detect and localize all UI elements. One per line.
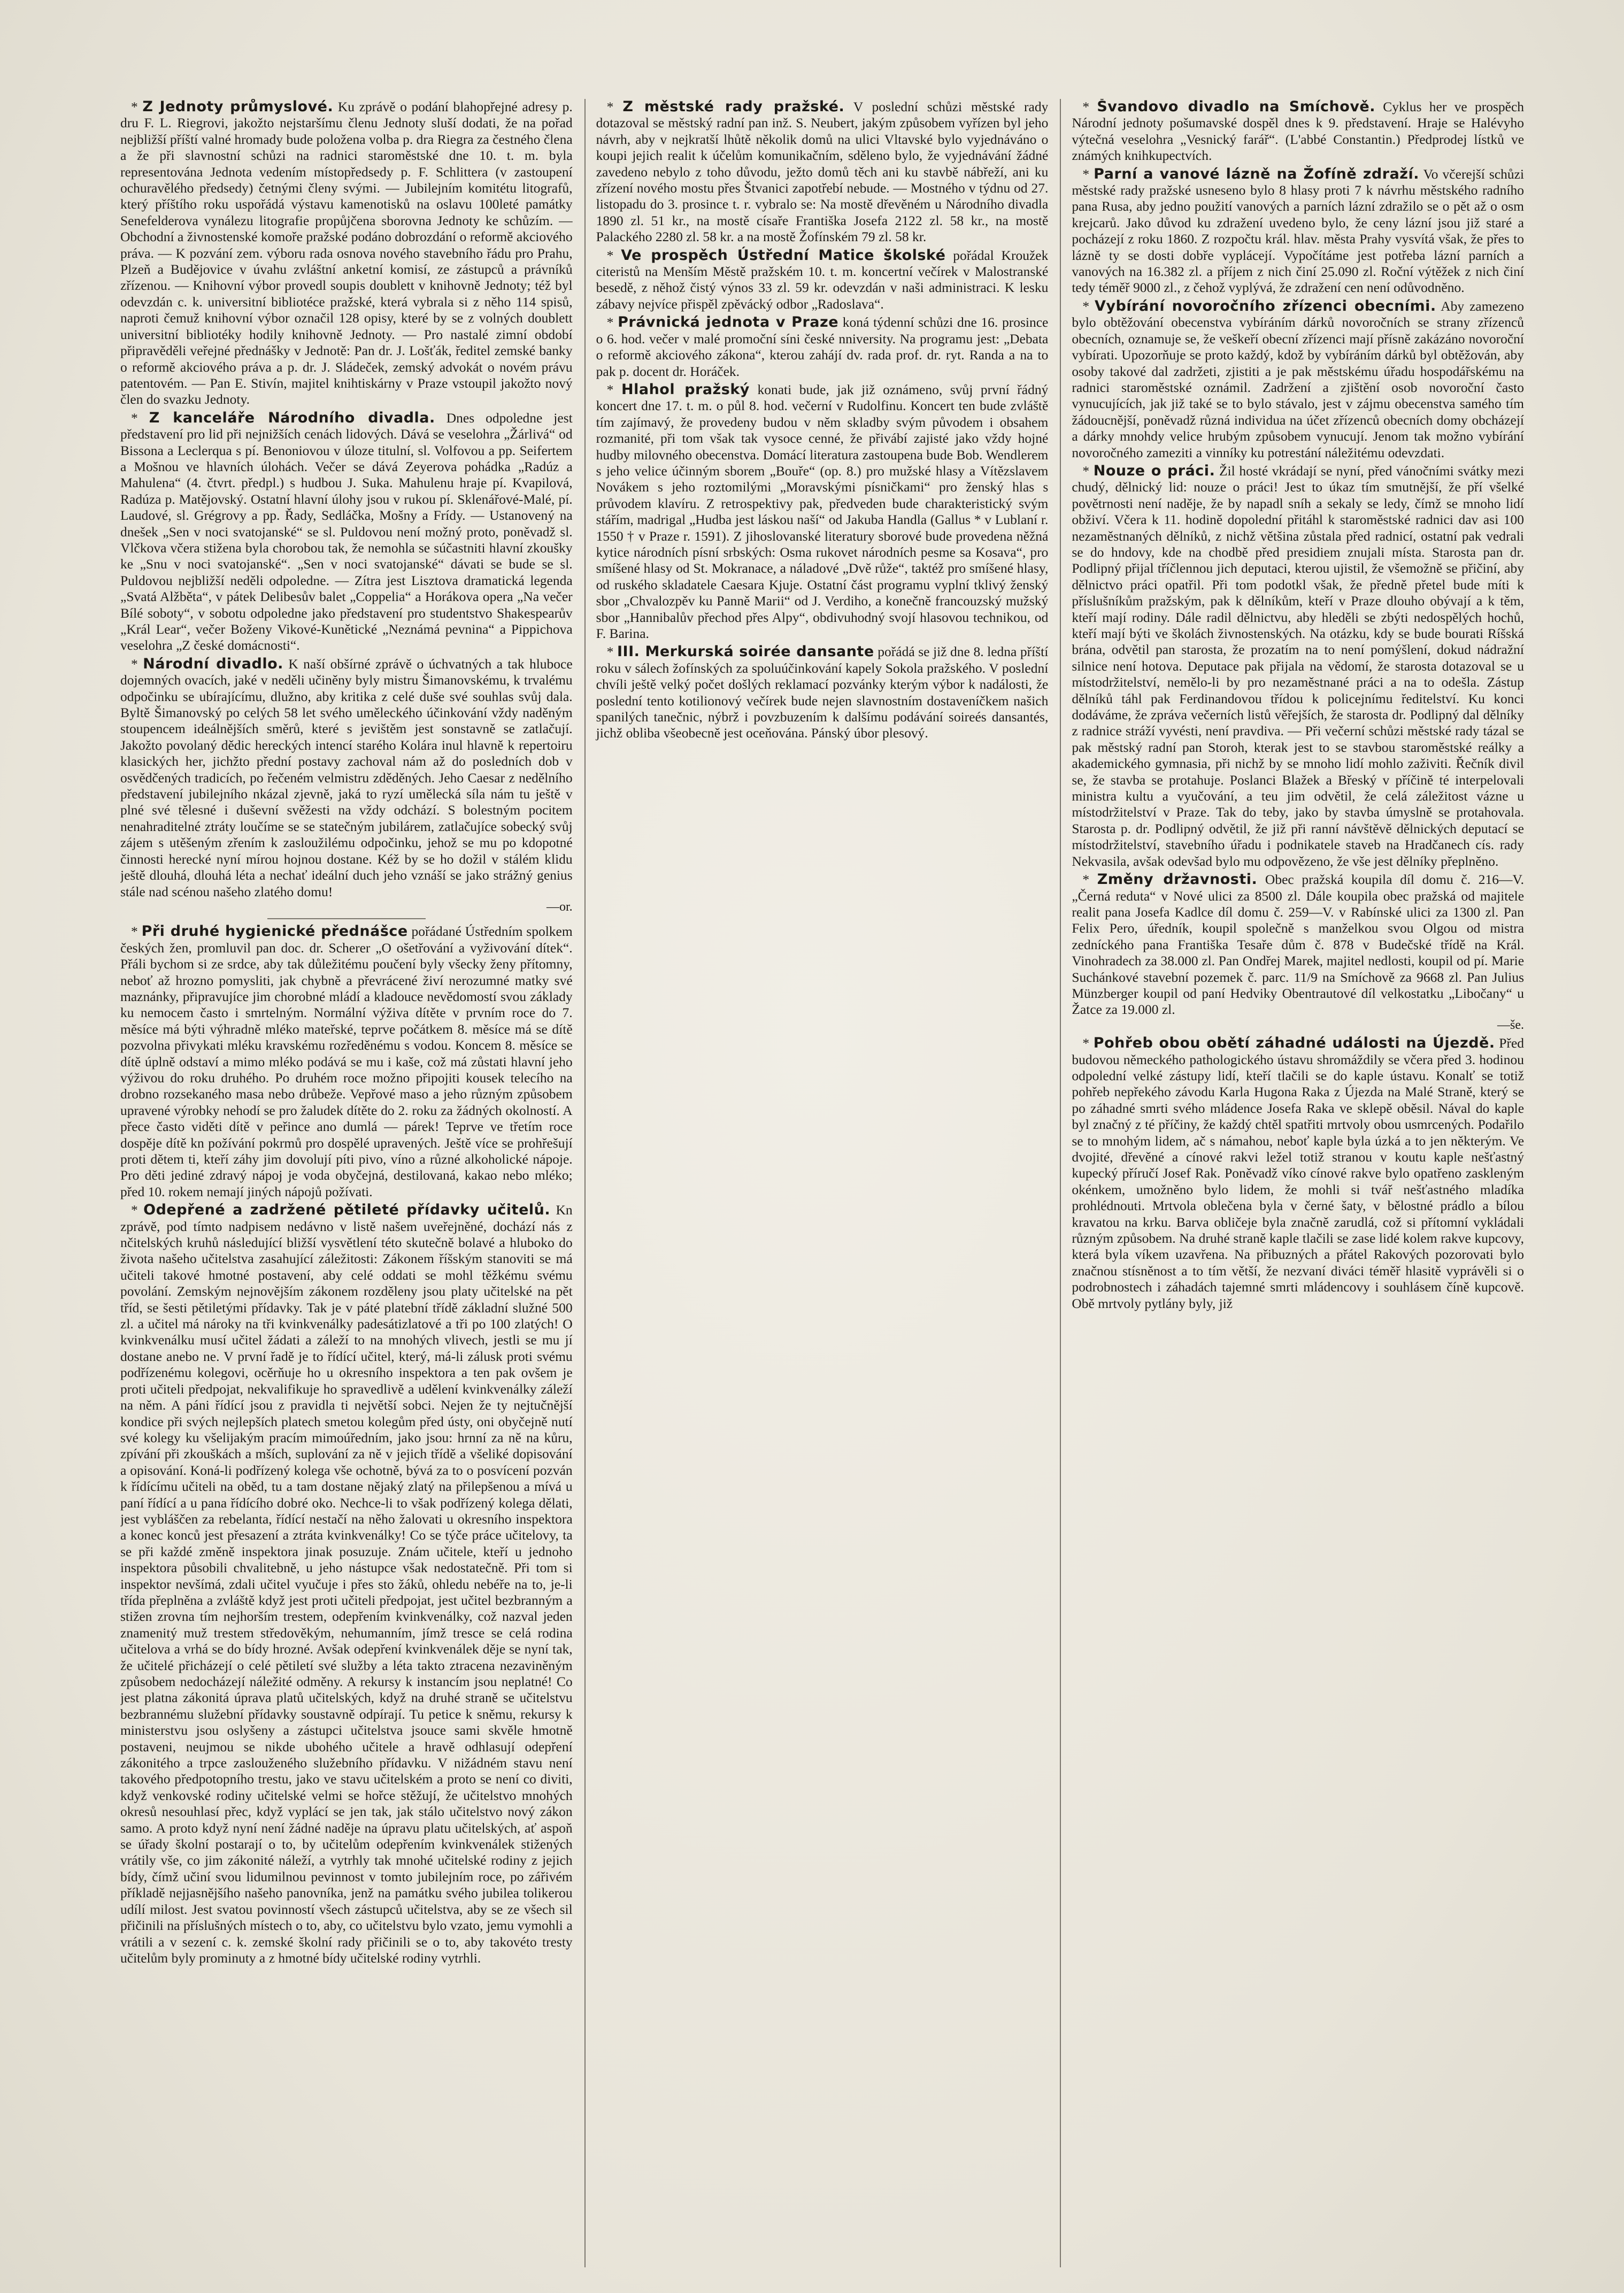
- article-heading: Z městské rady pražské.: [622, 99, 845, 115]
- article-pridavky-ucitelu: * Odepřené a zadržené pětileté přídavky učitelů. Kn zprávě, pod tímto nadpisem nedávno v listě našem uveřejněné, dochází nás z nčitelských kruhů následující bližší vysvětlení této skutečně bolavé a hluboko do života našeho učitelstva zasahující záležitosti: Zákonem říšským stanoviti se má učiteli takové hmotné postavení, aby celé oddati se mohl těžkému svému povolání. Zemským nejnovějším zákonem rozděleny jsou platy učitelské na pět tříd, se šesti pětiletými přídavky. Tak je v páté platební třídě základní služné 500 zl. a učitel má nároky na tři kvinkvenálky padesátizlatové a tři po 100 zlatých! O kvinkvenálku musí učitel žádati a záleží to na mnohých vlivech, jestli se mu jí dostane anebo ne. V první řadě je to řídící učitel, který, má-li zálusk proti svému podřízenému kolegovi, ocěrňuje ho u okresního inspektora a ten pak ovšem je proti učiteli předpojat, nekvalifikuje ho spravedlivě a udělení kvinkvenálky záleží na něm. A páni řídící jsou z pravidla ti největší sobci. Nejen že ty nejtučnější kondice při svých nejlepších platech smetou kolegům před ústy, oni obyčejně nutí své kolegy ku všelijakým pracím mimoúředním, jako jsou: hrnní za ně na kůru, zpívání při zkouškách a mších, suplování za ně v jejich třídě a všeliké dopisování a opisování. Koná-li podřízený kolega vše ochotně, bývá za to o posvícení pozván k řídícímu učiteli na oběd, tu a tam dostane nějaký zlatý na přilepšenou a mívá u paní řídící a u pana řídícího dobré oko. Nechce-li to však podřízený kolega dělati, jest vybláščen za rebelanta, řídící nestačí na něho žalovati u okresního inspektora a konec konců jest přesazení a ztráta kvinkvenálky! Co se týče práce učitelovy, ta se při každé změně inspektora jinak posuzuje. Znám učitele, kteří u jednoho inspektora působili chvalitebně, u jeho nástupce však nedostatečně. Při tom si inspektor nevšímá, zdali učitel vyučuje i přes sto žáků, ohledu nebéře na to, je-li třída přeplněna a zvláště když jest proti učiteli předpojat, jest učitel bezbranným a stižen zrovna tím nejhorším trestem, odepřením kvinkvenálky, což nazval jeden znamenitý muž trestem středověkým, nehumanním, jímž tresce se celá rodina učitelova a vrhá se do bídy hrozné. Avšak odepření kvinkvenálek děje se nyní tak, že učitelé přicházejí o celé pětiletí své služby a léta takto ztracena nezaviněným způsobem nedocházejí náležité odměny. A rekursy k instancím jsou neplatné! Co jest platna zákonitá úprava platů učitelských, když na druhé straně se učitelstvu bezbrannému služební přídavky soustavně odpírají. Tu petice k sněmu, rekursy k ministerstvu jsou oslyšeny a zástupci učitelstva jsouce sami skvěle hmotně postaveni, neujmou se nikde ubohého učitele a hravě odhlasují odepření zákonitého a trpce zaslouženého služebního přídavku. V nižádném stavu není takového předpotopního trestu, jako ve stavu učitelském a proto se není co diviti, když venkovské rodiny učitelské velmi se hořce stěžují, že učitelstvo mnohých okresů nesouhlasí přec, když vyplácí se jen tak, jak stálo učitelstvo nový zákon samo. A proto když nyní není žádné naděje na úpravu platu učitelských, ať aspoň se úřady školní postarají o to, by učitelům odepřením kvinkvenálek stižených vrátily vše, co jim zákonité náleží, a vytrhly tak mnohé učitelské rodiny z jejich bídy, čímž učiní svou lidumilnou pevinnost v tomto jubilejním roce, po zářivém příkladě nejjasnějšího našeho panovníka, jenž na památku svého jubilea tolikerou udílí milost. Jest svatou povinností všech zástupců učitelstva, aby se ze všech sil přičinili na příslušných místech o to, aby, co učitelstvu bylo vzato, jemu vymohli a vrátili a v sezení c. k. zemské školní rady přičinili se o to, aby takovéto tresty učitelům byly prominuty a z hmotné bídy učitelské rodiny vytrhli.: [120, 1202, 573, 1966]
- article-zmeny-drzavnosti: * Změny državnosti. Obec pražská koupila díl domu č. 216—V. „Černá reduta“ v Nové ulici za 8500 zl. Dále koupila obec pražská od majitele realit pana Josefa Kadlce díl domu č. 259—V. v Rabínské ulici za 1300 zl. Pan Felix Pero, úředník, koupil společně s manželkou svou Olgou od mistra zedníckého pana Františka Tesaře dům č. 878 v Budečské třídě na Král. Vinohradech za 38.000 zl. Pan Ondřej Marek, majitel nedlosti, koupil od pí. Marie Suchánkové stavební pozemek č. parc. 11/9 na Smíchově za 9668 zl. Pan Julius Münzberger koupil od paní Hedviky Obentrautové díl velkostatku „Libočany“ u Žatce za 19.000 zl. —še.: [1072, 872, 1524, 1033]
- article-vybirani-novorocniho: * Vybírání novoročního zřízenci obecními. Aby zamezeno bylo obtěžování obecenstva vybíráním dárků novoročních se strany zřízenců obecních, oznamuje se, že veškeří obecní zřízenci mají přísně zakázáno novoroční vybírati. Upozorňuje se proto každý, kdož by vybíráním dárků byl obtěžován, aby osoby takové dal zadržeti, zjistiti a je pak městskému úřadu hospodářskému na radnici staroměstské oznámil. Zadržení a zjištění osob novoroční často vynucujících, jak již také se to bylo stávalo, jest v zájmu obecenstva samého tím žádoucnější, poněvadž různá individua na účet zřízenců obecních domy obcházejí a dárky mnohdy velice hrubým způsobem vynucují. Jenom tak možno vybírání novoročného zameziti a vinníky ku potrestání náležitému odevzdati.: [1072, 297, 1525, 460]
- article-heading: Národní divadlo.: [143, 655, 283, 672]
- article-text: pořádal Kroužek citeristů na Menším Městě pražském 10. t. m. koncertní večírek v Malostranské besedě, z něhož čistý výnos 33 zl. 59 kr. odevzdán v naši administraci. K lesku zábavy nejvíce přispěl zpěvácký odbor „Radoslava“.: [596, 247, 1049, 312]
- article-hygienicka-prednaska: * Při druhé hygienické přednášce pořádané Ústředním spolkem českých žen, promluvil pan doc. dr. Scherer „O ošetřování a vyživování dítek“. Přáli bychom si ze srdce, aby tak důležitému poučení byly všecky ženy přítomny, neboť až hrozno pomysliti, jak chybně a převrácené živí nerozumné matky své maznánky, připravujíce jim chorobné mládí a kladouce nevědomostí svou základy ku nemocem často i smrtelným. Normální výživa dítěte v prvním roce do 7. měsíce má býti výhradně mléko mateřské, teprve počátkem 8. měsíce má se dítě pozvolna přivykati mléku kravskému rozředěnému s vodou. Koncem 8. měsíce se dítě úplně odstaví a mimo mléko podává se mu i kaše, což má zůstati hlavní jeho výživou do roku druhého. Po druhém roce možno připojiti kousek telecího na drobno rozsekaného masa nebo drůbeže. Vepřové maso a jeho různým způsobem upravené výrobky nehodí se pro žaludek dítěte do 2. roku za žádných okolností. A přece často viděti dítě v peřince ano dumlá — párek! Teprve ve třetím roce dospěje dítě kn požívání pokrmů pro dospělé upravených. Ještě více se prohřešují proti dětem ti, kteří záhy jim dovolují píti pivo, víno a různé alkoholické nápoje. Pro děti jediné zdravý nápoj je voda obyčejná, destilovaná, kakao nebo mléko; před 10. rokem nemají jiných nápojů požívati.: [120, 923, 573, 1199]
- article-pravnicka-jednota: * Právnická jednota v Praze koná týdenní schůzi dne 16. prosince o 6. hod. večer v malé promoční síni české nniversity. Na programu jest: „Debata o reformě akciového zákona“, kterou zahájí dv. rada prof. dr. ryt. Randa a na to pak p. docent dr. Horáček.: [596, 314, 1049, 379]
- article-heading: Vybírání novoročního zřízenci obecními.: [1095, 297, 1436, 314]
- article-text: Před budovou německého pathologického ústavu shromáždily se včera před 3. hodinou odpolední velké zástupy lidí, kteří tlačili se do kaple ústavu. Konalť se totiž pohřeb nepřekého závodu Karla Hugona Raka z Újezda na Malé Straně, který se po záhadné smrti svého mládence Josefa Raka ve sklepě oběsil. Nával do kaple byl značný z té příčiny, že každý chtěl spatřiti mrtvoly obou usmrcených. Podařilo se to mnohým lidem, ač s námahou, neboť kaple byla úzká a to jen některým. Ve dvojité, dřevěné a cínové rakvi ležel totiž stranou v koutu kaple nešťastný kupecký příručí Josef Rak. Poněvadž víko cínové rakve bylo opatřeno zaskleným okénkem, umožněno bylo lidem, že mohli si tvář nešťastného mladíka prohlédnouti. Mrtvola oblečena byla v černé šaty, v bělostné prádlo a bílou kravatou na krku. Barva obličeje byla značně zarudlá, což si přítomní vykládali různým způsobem. Na druhé straně kaple tlačili se zase lidé kolem rakve kupcovy, která byla víkem uzavřena. Na přibuzných a přátel Rakových pozorovati bylo značnou stísněnost a to tím větší, že nezvaní diváci téměř hlasitě vyprávěli si o podrobnostech i záhadách tajemné smrti mládencovy i souhlásem číně kupcově. Obě mrtvoly pytlány byly, již: [1072, 1035, 1525, 1311]
- article-text: K naší obšírné zprávě o úchvatných a tak hluboce dojemných ovacích, jaké v neděli učiněny byly mistru Šimanovskému, k trvalému odpočinku se ubírajícímu, dlužno, aby kritika z celé duše své souhlas svůj dala. Byltě Šimanovský po celých 58 let svého uměleckého účinkování vždy naděným stoupencem ideálnějších směrů, které s jevištěm jest sonstavně se zatlačují. Jakožto povolaný dědic hereckých intencí starého Kolára inul hlavně k repertoiru klasických her, jichžto přední postavy zachoval nám až do posledních dob v osvědčených tradicích, po řečeném velmistru zděděných. Jeho Caesar z nedělního představení jubilejního nkázal zjevně, jaká to ryzí umělecká síla nám tu ještě v plné své tělesné i duševní svěžesti na vždy odchází. S bolestným pocitem nenahraditelné ztráty loučíme se se statečným jubilárem, zatlačujíce sobecký svůj zájem s utěšeným zřením k zasloužilému odpočinku, jehož se mu po kdopotné činnosti herecké nyní mírou hojnou dostane. Kéž by se ho dožil v stálém klidu ještě dlouhá, dlouhá léta a nechať ideální duch jeho vznáší se jako strážný genius stále nad scénou našeho zlatého domu!: [120, 656, 573, 899]
- article-text: Cyklus her ve prospěch Národní jednoty pošumavské dospěl dnes k 9. představení. Hraje se Halévyho výtečná veselohra „Vesnický farář“. (L'abbé Constantin.) Předprodej lístků ve známých knihkupectvích.: [1072, 99, 1525, 164]
- text-columns: [120, 99, 1524, 2267]
- article-text: konati bude, jak již oznámeno, svůj první řádný koncert dne 17. t. m. o půl 8. hod. večerní v Rudolfinu. Koncert ten bude zvláště tím zajímavý, že provedeny budou v něm skladby svým původem i obsahem rozmanité, při tom však tak vysoce cenné, že přivábí zajisté jako vždy hojné hudby milovného obecenstva. Domácí literatura zastoupena bude Bob. Wendlerem s jeho velice účinným sborem „Bouře“ (op. 8.) pro mužské hlasy a Vítězslavem Novákem s jeho roztomilými „Moravskými písničkami“ pro ženský hlas s průvodem klavíru. Z retrospektivy pak, předveden bude charakteristický svým stářím, madrigal „Hudba jest láskou naší“ od Jakuba Handla (Gallus * v Lublaní r. 1550 † v Praze r. 1591). Z jihoslovanské literatury sborové bude provedena něžná kytice národních písní srbských: Osma rukovet národních pesme sa Kosava“, pro smíšené hlasy od St. Mokranace, a náladové „Dvě růže“, taktéž pro smíšené hlasy, od ruského skladatele Caesara Kjuje. Ostatní část programu vyplní tklivý ženský sbor „Chvalozpěv ku Panně Marii“ od J. Verdiho, a konečně francouzský mužský sbor „Hannibalův přechod přes Alpy“, obdivuhodný svojí hlasovou technikou, od F. Barina.: [596, 381, 1049, 641]
- article-heading: Pohřeb obou obětí záhadné události na Újezdě.: [1093, 1035, 1495, 1052]
- article-parni-lazne: * Parní a vanové lázně na Žofíně zdraží. Vo včerejší schůzi městské rady pražské usneseno bylo 8 hlasy proti 7 k návrhu městského radního pana Rusa, aby jedno použití vanových a parních lázní zdražilo se o pět až o osm krejcarů. Jako důvod ku zdražení uvedeno bylo, že ceny lázní jsou již staré a pocházejí z roku 1860. Z rozpočtu král. hlav. města Prahy vysvítá však, že přes to lázně ty se dosti dobře vyplácejí. Vypočítáme jest potřeba lázní parních a vanových na 16.382 zl. a příjem z nich činí 25.090 zl. Roční výtěžek z nich činí tedy téměř 9000 zl., z čehož vyplývá, že zdražení cen není odůvodněno.: [1072, 165, 1525, 296]
- article-merkurska-soiree: * III. Merkurská soirée dansante pořádá se již dne 8. ledna příští roku v sálech žofínských za spoluúčinkování kapely Sokola pražského. V poslední chvíli ještě velký počet došlých reklamací pozvánky kterým výbor k nadálosti, že poslední tento kotilionový večírek bude nejen slavnostním dostaveníčkem našich spanilých tanečnic, nýbrž i povzbuzením k dalšímu podávání soireés dansantés, jichž obliba všeobecně jest oceňována. Pánský úbor plesový.: [596, 643, 1049, 741]
- article-text: Žil hosté vkrádají se nyní, před vánočními svátky mezi chudý, dělnický lid: nouze o práci! Jest to úkaz tím smutnější, že pří všelké povětrnosti není naděje, že by napadl sníh a sekaly se ledy, čímž se mnoho lidí obživí. Včera k 11. hodině dopolední přitáhl k staroměstské radnici dav asi 100 nezaměstnaných dělníků, z nichž většina zůstala před radnicí, ostatní pak vedrali se do hndovy, kde na chodbě před presidiem znujali místa. Starosta pan dr. Podlipný přijal tříčlennou jich deputaci, kterou ujistil, že všemožně se přičiní, aby dělnictvo práci opatřil. Při tom podotkl však, že předně přetel bude míti k příslušníkům pražským, pak k dělníkům, kteří v Praze dlouho obývají a k těm, kteří mají rodiny. Dále radil dělnictvu, aby hleděli se zbýti nedospělých hochů, kteří mají býti ve školách živnostenských. Na otázku, kdy se bude bourati Ríšská brána, odvětil pan starosta, že prozatím na to není pomýšlení, dokud nádražní silnice není hotova. Deputace pak přijala na vědomí, že starosta dotazoval se u místodržitelství, nemělo-li by pro nezaměstnané práci a na to odešla. Zástup dělníků táhl pak Ferdinandovou třídou k policejnímu ředitelství. Ku konci dodáváme, že zpráva večerních listů věřejších, že starosta dr. Podlipný dal dělníky z radnice stráží vyvésti, není pravdiva. — Při večerní schůzi městské rady tázal se pak městský radní pan Storoh, kterak jest to se stavbou staroměstské reálky a akademického gymnasia, při nichž by se mnoho lidí mohlo zaživiti. Řečník divil se, že stavba se protahuje. Poslanci Blažek a Břeský v příčině té interpelovali ministra kultu a vyučování, a teu jim odvětil, že celá záležitost vázne u místodržitelství v Praze. Tak do teby, jako by stavba úmyslně se protahovala. Starosta p. dr. Podlipný odvětil, že již při ranní návštěvě dělnických deputací se místodržitelství, stavebního úřadu i podnikatele staveb na Hradčanech cís. rady Nekvasila, avšak odevšad bylo mu odpovězeno, že vše jest dělníky přeplněno.: [1072, 463, 1525, 869]
- article-text: Vo včerejší schůzi městské rady pražské usneseno bylo 8 hlasy proti 7 k návrhu městského radního pana Rusa, aby jedno použití vanových a parních lázní zdražilo se o pět až o osm krejcarů. Jako důvod ku zdražení uvedeno bylo, že ceny lázní jsou již staré a pocházejí z roku 1860. Z rozpočtu král. hlav. města Prahy vysvítá však, že přes to lázně ty se dosti dobře vyplácejí. Vypočítáme jest potřeba lázní parních a vanových na 16.382 zl. a příjem z nich činí 25.090 zl. Roční výtěžek z nich činí tedy téměř 9000 zl., z čehož vyplývá, že zdražení cen není odůvodněno.: [1072, 166, 1525, 296]
- article-text: Obec pražská koupila díl domu č. 216—V. „Černá reduta“ v Nové ulici za 8500 zl. Dále koupila obec pražská od majitele realit pana Josefa Kadlce díl domu č. 259—V. v Rabínské ulici za 1300 zl. Pan Felix Pero, úředník, koupil společně s manželkou svou Olgou od mistra zedníckého pana Františka Tesaře dům č. 878 v Budečské třídě na Král. Vinohradech za 38.000 zl. Pan Ondřej Marek, majitel nedlosti, koupil od pí. Marie Suchánkové stavební pozemek č. parc. 11/9 na Smíchově za 9668 zl. Pan Julius Münzberger koupil od paní Hedviky Obentrautové díl velkostatku „Libočany“ u Žatce za 19.000 zl.: [1072, 872, 1525, 1018]
- article-heading: Z Jednoty průmyslové.: [142, 99, 334, 115]
- article-kancelar-narodniho-divadla: * Z kanceláře Národního divadla. Dnes odpoledne jest představení pro lid při nejnižších cenách lidových. Dává se veselohra „Žárlivá“ od Bissona a Leclerqua s pí. Benoniovou v úloze titulní, sl. Volfovou a pp. Seifertem a Mošnou ve hlavních úlohách. Večer se dává Zeyerova pohádka „Radúz a Mahulena“ (4. čtvrt. předpl.) s hudbou J. Suka. Mahulenu hraje pí. Kvapilová, Radúza p. Matějovský. Ostatní hlavní úlohy jsou v rukou pí. Sklenářové-Malé, pí. Laudové, sl. Grégrovy a pp. Řady, Sedláčka, Mošny a Frídy. — Ustanovený na dnešek „Sen v noci svatojanské“ se sl. Puldovou není možný proto, poněvadž sl. Vlčkova včera stižena byla chorobou tak, že nemohla se súčastniti hlavní zkoušky ke „Snu v noci svatojanské“. „Sen v noci svatojanské“ dávati se bude se sl. Puldovou nejbližší neděli odpoledne. — Zítra jest Lisztova dramatická legenda „Svatá Alžběta“, v pátek Delibesův balet „Coppelia“ a Horákova opera „Na večer Bílé soboty“, v sobotu odpoledne jako představení pro studentstvo Shakespearův „Král Lear“, večer Boženy Vikové-Kunětické „Neznámá pevnina“ a Pippichova veselohra „Z české domácnosti“.: [120, 409, 573, 653]
- article-pohreb-obeti: * Pohřeb obou obětí záhadné události na Újezdě. Před budovou německého pathologického ústavu shromáždily se včera před 3. hodinou odpolední velké zástupy lidí, kteří tlačili se do kaple ústavu. Konalť se totiž pohřeb nepřekého závodu Karla Hugona Raka z Újezda na Malé Straně, který se po záhadné smrti svého mládence Josefa Raka ve sklepě oběsil. Nával do kaple byl značný z té příčiny, že každý chtěl spatřiti mrtvoly obou usmrcených. Podařilo se to mnohým lidem, ač s námahou, neboť kaple byla úzká a to jen některým. Ve dvojité, dřevěné a cínové rakvi ležel totiž stranou v koutu kaple nešťastný kupecký příručí Josef Rak. Poněvadž víko cínové rakve bylo opatřeno zaskleným okénkem, umožněno bylo lidem, že mohli si tvář nešťastného mladíka prohlédnouti. Mrtvola oblečena byla v černé šaty, v bělostné prádlo a bílou kravatou na krku. Barva obličeje byla značně zarudlá, což si přítomní vykládali různým způsobem. Na druhé straně kaple tlačili se zase lidé kolem rakve kupcovy, která byla víkem uzavřena. Na přibuzných a přátel Rakových pozorovati bylo značnou stísněnost a to tím větší, že nezvaní diváci téměř hlasitě vyprávěli si o podrobnostech i záhadách tajemné smrti mládencovy i souhlásem číně kupcově. Obě mrtvoly pytlány byly, již: [1072, 1035, 1525, 1311]
- article-mestska-rada: * Z městské rady pražské. V poslední schůzi městské rady dotazoval se městský radní pan inž. S. Neubert, jakým způsobem vyřízen byl jeho návrh, aby v nejkratší lhůtě několik domů na ulici Vltavské bylo vyjednáváno o koupi jejich realit k účelům komunikačním, sděleno bylo, že vyjednávání žádné zavedeno nebylo z toho důvodu, ježto domů těch ani ku stavbě nábřeží, ani ku zřízení nového mostu přes Štvanici zapotřebí nebude. — Mostného v týdnu od 27. listopadu do 3. prosince t. r. vybralo se: Na mostě dřevěném u Národního divadla 1890 zl. 51 kr., na mostě císaře Františka Josefa 2122 zl. 58 kr., na mostě Palackého 2280 zl. 58 kr. a na mostě Žofínském 79 zl. 58 kr.: [596, 99, 1049, 245]
- article-text: pořádá se již dne 8. ledna příští roku v sálech žofínských za spoluúčinkování kapely Sokola pražského. V poslední chvíli ještě velký počet došlých reklamací pozvánky kterým výbor k nadálosti, že poslední tento kotilionový večírek bude nejen slavnostním dostaveníčkem našich spanilých tanečnic, nýbrž i povzbuzením k dalšímu podávání soireés dansantés, jichž obliba všeobecně jest oceňována. Pánský úbor plesový.: [596, 644, 1049, 741]
- article-heading: Hlahol pražský: [621, 381, 750, 398]
- article-heading: Odepřené a zadržené pětileté přídavky učitelů.: [143, 1202, 551, 1219]
- article-jednota-prumyslova: * Z Jednoty průmyslové. Ku zprávě o podání blahopřejné adresy p. dru F. L. Riegrovi, jakožto nejstaršímu členu Jednoty sluší dodati, že na pořad nejbližší příští valné hromady bude položena volba p. dra Riegra za čestného člena a že při slavnostní schůzi na radnici staroměstské dne 10. t. m. byla representována Jednota vedením místopředsedy p. F. Schlittera (v zastoupení ochuravělého předsedy) četnými členy svými. — Jubilejním komitétu litografů, který příštího roku uspořádá výstavu kamenotisků na oslavu 100leté památky Senefelderova vynálezu litografie propůjčena sborovna Jednoty ke schůzím. — Obchodní a živnostenské komoře pražské podáno dobrozdání o reformě akciového práva. — K pozvání zem. výboru rada osnova nového stavebního řádu pro Prahu, Plzeň a Budějovice v úvahu zvláštní anketní komisí, ze zástupců a právníků zřízenou. — Knihovní výbor provedl soupis doublett v knihovně Jednoty; též byl odevzdán c. k. universitní bibliotéce pražské, která vybrala si z něho 114 spisů, naproti čemuž knihovní výbor označil 128 opisy, které by se z volných doublett universitní bibliotéky hodily knihovně Jednoty. — Pro nastalé zimní období připravěděli veřejné přednášky v Jednotě: Pan dr. J. Lošťák, ředitel zemské banky o reformě akciového práva a p. dr. J. Sládeček, zemský advokát o novém právu patentovém. — Pan E. Stivín, majitel knihtiskárny v Praze vstoupil jakožto nový člen do svazku Jednoty.: [120, 99, 573, 407]
- column-left: [120, 99, 573, 2267]
- article-svandovo-divadlo: * Švandovo divadlo na Smíchově. Cyklus her ve prospěch Národní jednoty pošumavské dospěl dnes k 9. představení. Hraje se Halévyho výtečná veselohra „Vesnický farář“. (L'abbé Constantin.) Předprodej lístků ve známých knihkupectvích.: [1072, 99, 1525, 164]
- article-text: Aby zamezeno bylo obtěžování obecenstva vybíráním dárků novoročních se strany zřízenců obecních, oznamuje se, že veškeří obecní zřízenci mají přísně zakázáno novoroční vybírati. Upozorňuje se proto každý, kdož by vybíráním dárků byl obtěžován, aby osoby takové dal zadržeti, zjistiti a je pak městskému úřadu hospodářskému na radnici staroměstské oznámil. Zadržení a zjištění osob novoroční často vynucujících, jak již také se to bylo stávalo, jest v zájmu obecenstva samého tím žádoucnější, poněvadž různá individua na účet zřízenců obecních domy obcházejí a dárky mnohdy velice hrubým způsobem vynucují. Jenom tak možno vybírání novoročného zameziti a vinníky ku potrestání náležitému odevzdati.: [1072, 298, 1525, 460]
- article-heading: Právnická jednota v Praze: [618, 314, 839, 331]
- divider: [267, 918, 426, 919]
- article-heading: Změny državnosti.: [1097, 871, 1258, 888]
- article-text: Dnes odpoledne jest představení pro lid při nejnižších cenách lidových. Dává se veselohra „Žárlivá“ od Bissona a Leclerqua s pí. Benoniovou v úloze titulní, sl. Volfovou a pp. Seifertem a Mošnou ve hlavních úlohách. Večer se dává Zeyerova pohádka „Radúz a Mahulena“ (4. čtvrt. předpl.) s hudbou J. Suka. Mahulenu hraje pí. Kvapilová, Radúza p. Matějovský. Ostatní hlavní úlohy jsou v rukou pí. Sklenářové-Malé, pí. Laudové, sl. Grégrovy a pp. Řady, Sedláčka, Mošny a Frídy. — Ustanovený na dnešek „Sen v noci svatojanské“ se sl. Puldovou není možný proto, poněvadž sl. Vlčkova včera stižena byla chorobou tak, že nemohla se súčastniti hlavní zkoušky ke „Snu v noci svatojanské“. „Sen v noci svatojanské“ dávati se bude se sl. Puldovou nejbližší neděli odpoledne. — Zítra jest Lisztova dramatická legenda „Svatá Alžběta“, v pátek Delibesův balet „Coppelia“ a Horákova opera „Na večer Bílé soboty“, v sobotu odpoledne jako představení pro studentstvo Shakespearův „Král Lear“, večer Boženy Vikové-Kunětické „Neznámá pevnina“ a Pippichova veselohra „Z české domácnosti“.: [120, 410, 573, 653]
- article-signature: —še.: [1497, 1018, 1525, 1032]
- article-heading: Ve prospěch Ústřední Matice školské: [621, 247, 946, 264]
- article-heading: III. Merkurská soirée dansante: [617, 643, 874, 660]
- column-right: [1060, 99, 1524, 2267]
- article-hlahol-prazsky: * Hlahol pražský konati bude, jak již oznámeno, svůj první řádný koncert dne 17. t. m. o půl 8. hod. večerní v Rudolfinu. Koncert ten bude zvláště tím zajímavý, že provedeny budou v něm skladby svým původem i obsahem rozmanité, při tom však tak vysoce cenné, že přivábí zajisté jako vždy hojné hudby milovného obecenstva. Domácí literatura zastoupena bude Bob. Wendlerem s jeho velice účinným sborem „Bouře“ (op. 8.) pro mužské hlasy a Vítězslavem Novákem s jeho roztomilými „Moravskými písničkami“ pro ženský hlas s průvodem klavíru. Z retrospektivy pak, předveden bude charakteristický svým stářím, madrigal „Hudba jest láskou naší“ od Jakuba Handla (Gallus * v Lublaní r. 1550 † v Praze r. 1591). Z jihoslovanské literatury sborové bude provedena něžná kytice národních písní srbských: Osma rukovet národních pesme sa Kosava“, pro smíšené hlasy od St. Mokranace, a náladové „Dvě růže“, taktéž pro smíšené hlasy, od ruského skladatele Caesara Kjuje. Ostatní část programu vyplní tklivý ženský sbor „Chvalozpěv ku Panně Marii“ od J. Verdiho, a konečně francouzský mužský sbor „Hannibalův přechod přes Alpy“, obdivuhodný svojí hlasovou technikou, od F. Barina.: [596, 381, 1049, 641]
- column-middle: [584, 99, 1049, 2267]
- article-signature: —or.: [547, 899, 573, 914]
- article-text: pořádané Ústředním spolkem českých žen, promluvil pan doc. dr. Scherer „O ošetřování a vyživování dítek“. Přáli bychom si ze srdce, aby tak důležitému poučení byly všecky ženy přítomny, neboť až hrozno pomysliti, jak chybně a převrácené živí nerozumné matky své maznánky, připravujíce jim chorobné mládí a kladouce nevědomostí svou základy ku nemocem často i smrtelným. Normální výživa dítěte v prvním roce do 7. měsíce má býti výhradně mléko mateřské, teprve počátkem 8. měsíce má se dítě pozvolna přivykati mléku kravskému rozředěnému s vodou. Koncem 8. měsíce se dítě úplně odstaví a mimo mléko podává se mu i kaše, což má zůstati hlavní jeho výživou do roku druhého. Po druhém roce možno připojiti kousek telecího na drobno rozsekaného masa nebo drůbeže. Vepřové maso a jeho různým způsobem upravené výrobky nehodí se pro žaludek dítěte do 2. roku za žádných okolností. A přece často viděti dítě v peřince ano dumlá — párek! Teprve ve třetím roce dospěje dítě kn požívání pokrmů pro dospělé upravených. Ještě více se prohřešují proti dětem ti, kteří záhy jim dovolují píti pivo, víno a různé alkoholické nápoje. Pro děti jediné zdravý nápoj je voda obyčejná, destilovaná, kakao nebo mléko; před 10. rokem nemají jiných nápojů požívati.: [120, 924, 573, 1199]
- article-heading: Parní a vanové lázně na Žofíně zdraží.: [1094, 165, 1420, 182]
- article-narodni-divadlo: * Národní divadlo. K naší obšírné zprávě o úchvatných a tak hluboce dojemných ovacích, jaké v neděli učiněny byly mistru Šimanovskému, k trvalému odpočinku se ubírajícímu, dlužno, aby kritika z celé duše své souhlas svůj dala. Byltě Šimanovský po celých 58 let svého uměleckého účinkování vždy naděným stoupencem ideálnějších směrů, které s jevištěm jest sonstavně se zatlačují. Jakožto povolaný dědic hereckých intencí starého Kolára inul hlavně k repertoiru klasických her, jichžto přední postavy zachoval nám až do posledních dob v osvědčených tradicích, po řečeném velmistru zděděných. Jeho Caesar z nedělního představení jubilejního nkázal zjevně, jaká to ryzí umělecká síla nám tu ještě v plné své tělesné i duševní svěžesti na vždy odchází. S bolestným pocitem nenahraditelné ztráty loučíme se se statečným jubilárem, zatlačujíce sobecký svůj zájem s utěšeným zřením k zasloužilému odpočinku, jehož se mu po kdopotné činnosti herecké nyní mírou hojnou dostane. Kéž by se ho dožil v stálém klidu ještě dlouhá, dlouhá léta a nechať ideální duch jeho vznáší se jako strážný genius stále nad scénou našeho zlatého domu! —or.: [120, 656, 573, 915]
- article-heading: Nouze o práci.: [1093, 462, 1215, 479]
- article-matice-skolska: * Ve prospěch Ústřední Matice školské pořádal Kroužek citeristů na Menším Městě pražském 10. t. m. koncertní večírek v Malostranské besedě, z něhož čistý výnos 33 zl. 59 kr. odevzdán v naši administraci. K lesku zábavy nejvíce přispěl zpěvácký odbor „Radoslava“.: [596, 247, 1049, 312]
- article-heading: Při druhé hygienické přednášce: [141, 923, 408, 940]
- article-heading: Švandovo divadlo na Smíchově.: [1097, 99, 1375, 115]
- article-heading: Z kanceláře Národního divadla.: [149, 409, 435, 426]
- article-text: Kn zprávě, pod tímto nadpisem nedávno v listě našem uveřejněné, dochází nás z nčitelských kruhů následující bližší vysvětlení této skutečně bolavé a hluboko do života našeho učitelstva zasahující záležitosti: Zákonem říšským stanoviti se má učiteli takové hmotné postavení, aby celé oddati se mohl těžkému svému povolání. Zemským nejnovějším zákonem rozděleny jsou platy učitelské na pět tříd, se šesti pětiletými přídavky. Tak je v páté platební třídě základní služné 500 zl. a učitel má nároky na tři kvinkvenálky padesátizlatové a tři po 100 zlatých! O kvinkvenálku musí učitel žádati a záleží to na mnohých vlivech, jestli se mu jí dostane anebo ne. V první řadě je to řídící učitel, který, má-li zálusk proti svému podřízenému kolegovi, ocěrňuje ho u okresního inspektora a ten pak ovšem je proti učiteli předpojat, nekvalifikuje ho spravedlivě a udělení kvinkvenálky záleží na něm. A páni řídící jsou z pravidla ti největší sobci. Nejen že ty nejtučnější kondice při svých nejlepších platech smetou kolegům před ústy, oni obyčejně nutí své kolegy ku všelijakým pracím mimoúředním, jako jsou: hrnní za ně na kůru, zpívání při zkouškách a mších, suplování za ně v jejich třídě a všeliké dopisování a opisování. Koná-li podřízený kolega vše ochotně, bývá za to o posvícení pozván k řídícímu učiteli na oběd, tu a tam dostane nějaký zlatý na přilepšenou a mívá u paní řídící a u pana řídícího dobré oko. Nechce-li to však podřízený kolega dělati, jest vybláščen za rebelanta, řídící nestačí na něho žalovati u okresního inspektora a konec konců jest přesazení a ztráta kvinkvenálky! Co se týče práce učitelovy, ta se při každé změně inspektora jinak posuzuje. Znám učitele, kteří u jednoho inspektora působili chvalitebně, u jeho nástupce však nedostatečně. Při tom si inspektor nevšímá, zdali učitel vyučuje i přes sto žáků, ohledu nebéře na to, je-li třída přeplněna a zvláště když jest proti učiteli předpojat, jest učitel bezbranným a stižen zrovna tím nejhorším trestem, odepřením kvinkvenálky, což nazval jeden znamenitý muž trestem středověkým, nehumanním, jímž tresce se celá rodina učitelova a vrhá se do bídy hrozné. Avšak odepření kvinkvenálek děje se nyní tak, že učitelé přicházejí o celé pětiletí své služby a léta takto ztracena nezaviněným způsobem nedocházejí náležité odměny. A rekursy k instancím jsou neplatné! Co jest platna zákonitá úprava platů učitelských, když na druhé straně se učitelstvu bezbrannému služební přídavky soustavně odpírají. Tu petice k sněmu, rekursy k ministerstvu jsou oslyšeny a zástupci učitelstva jsouce sami skvěle hmotně postaveni, neujmou se nikde ubohého učitele a hravě odhlasují odepření zákonitého a trpce zaslouženého služebního přídavku. V nižádném stavu není takového předpotopního trestu, jako ve stavu učitelském a proto se není co diviti, když venkovské rodiny učitelské velmi se hořce stěžují, že učitelstvo mnohých okresů nesouhlasí přec, když vyplácí se jen tak, jak stálo učitelstvo nový zákon samo. A proto když nyní není žádné naděje na úpravu platu učitelských, ať aspoň se úřady školní postarají o to, by učitelům odepřením kvinkvenálek stižených vrátily vše, co jim zákonité náleží, a vytrhly tak mnohé učitelské rodiny z jejich bídy, čímž učiní svou lidumilnou pevinnost v tomto jubilejním roce, po zářivém příkladě nejjasnějšího našeho panovníka, jenž na památku svého jubilea tolikerou udílí milost. Jest svatou povinností všech zástupců učitelstva, aby se ze všech sil přičinili na příslušných místech o to, aby, co učitelstvu bylo vzato, jemu vymohli a vrátili a v sezení c. k. zemské školní rady přičinili se o to, aby takovéto tresty učitelům byly prominuty a z hmotné bídy učitelské rodiny vytrhli.: [120, 1202, 573, 1966]
- article-nouze-o-praci: * Nouze o práci. Žil hosté vkrádají se nyní, před vánočními svátky mezi chudý, dělnický lid: nouze o práci! Jest to úkaz tím smutnější, že pří všelké povětrnosti není naděje, že by napadl sníh a sekaly se ledy, čímž se mnoho lidí obživí. Včera k 11. hodině dopolední přitáhl k staroměstské radnici dav asi 100 nezaměstnaných dělníků, z nichž většina zůstala před radnicí, ostatní pak vedrali se do hndovy, kde na chodbě před presidiem znujali místa. Starosta pan dr. Podlipný přijal tříčlennou jich deputaci, kterou ujistil, že všemožně se přičiní, aby dělnictvo práci opatřil. Při tom podotkl však, že předně přetel bude míti k příslušníkům pražským, pak k dělníkům, kteří v Praze dlouho obývají a k těm, kteří mají rodiny. Dále radil dělnictvu, aby hleděli se zbýti nedospělých hochů, kteří mají býti ve školách živnostenských. Na otázku, kdy se bude bourati Ríšská brána, odvětil pan starosta, že prozatím na to není pomýšlení, dokud nádražní silnice není hotova. Deputace pak přijala na vědomí, že starosta dotazoval se u místodržitelství, nemělo-li by pro nezaměstnané práci a na to odešla. Zástup dělníků táhl pak Ferdinandovou třídou k policejnímu ředitelství. Ku konci dodáváme, že zpráva večerních listů věřejších, že starosta dr. Podlipný dal dělníky z radnice stráží vyvésti, není pravdiva. — Při večerní schůzi městské rady tázal se pak městský radní pan Storoh, kterak jest to se stavbou staroměstské reálky a akademického gymnasia, při nichž by se mnoho lidí mohlo zaživiti. Řečník divil se, že stavba se protahuje. Poslanci Blažek a Břeský v příčině té interpelovali ministra kultu a vyučování, a teu jim odvětil, že celá záležitost vázne u místodržitelství v Praze. Tak do teby, jako by stavba úmyslně se protahovala. Starosta p. dr. Podlipný odvětil, že již při ranní návštěvě dělnických deputací se místodržitelství, stavebního úřadu i podnikatele staveb na Hradčanech cís. rady Nekvasila, avšak odevšad bylo mu odpovězeno, že vše jest dělníky přeplněno.: [1072, 462, 1525, 869]
- article-text: V poslední schůzi městské rady dotazoval se městský radní pan inž. S. Neubert, jakým způsobem vyřízen byl jeho návrh, aby v nejkratší lhůtě několik domů na ulici Vltavské bylo vyjednáváno o koupi jejich realit k účelům komunikačním, sděleno bylo, že vyjednávání žádné zavedeno nebylo z toho důvodu, ježto domů těch ani ku stavbě nábřeží, ani ku zřízení nového mostu přes Štvanici zapotřebí nebude. — Mostného v týdnu od 27. listopadu do 3. prosince t. r. vybralo se: Na mostě dřevěném u Národního divadla 1890 zl. 51 kr., na mostě císaře Františka Josefa 2122 zl. 58 kr., na mostě Palackého 2280 zl. 58 kr. a na mostě Žofínském 79 zl. 58 kr.: [596, 99, 1049, 245]
- article-text: Ku zprávě o podání blahopřejné adresy p. dru F. L. Riegrovi, jakožto nejstaršímu členu Jednoty sluší dodati, že na pořad nejbližší příští valné hromady bude položena volba p. dra Riegra za čestného člena a že při slavnostní schůzi na radnici staroměstské dne 10. t. m. byla representována Jednota vedením místopředsedy p. F. Schlittera (v zastoupení ochuravělého předsedy) četnými členy svými. — Jubilejním komitétu litografů, který příštího roku uspořádá výstavu kamenotisků na oslavu 100leté památky Senefelderova vynálezu litografie propůjčena sborovna Jednoty ke schůzím. — Obchodní a živnostenské komoře pražské podáno dobrozdání o reformě akciového práva. — K pozvání zem. výboru rada osnova nového stavebního řádu pro Prahu, Plzeň a Budějovice v úvahu zvláštní anketní komisí, ze zástupců a právníků zřízenou. — Knihovní výbor provedl soupis doublett v knihovně Jednoty; též byl odevzdán c. k. universitní bibliotéce pražské, která vybrala si z něho 114 spisů, naproti čemuž knihovní výbor označil 128 opisy, které by se z volných doublett universitní bibliotéky hodily knihovně Jednoty. — Pro nastalé zimní období připravěděli veřejné přednášky v Jednotě: Pan dr. J. Lošťák, ředitel zemské banky o reformě akciového práva a p. dr. J. Sládeček, zemský advokát o novém právu patentovém. — Pan E. Stivín, majitel knihtiskárny v Praze vstoupil jakožto nový člen do svazku Jednoty.: [120, 99, 573, 407]
- article-text: koná týdenní schůzi dne 16. prosince o 6. hod. večer v malé promoční síni české nniversity. Na programu jest: „Debata o reformě akciového zákona“, kterou zahájí dv. rada prof. dr. ryt. Randa a na to pak p. docent dr. Horáček.: [596, 314, 1049, 379]
